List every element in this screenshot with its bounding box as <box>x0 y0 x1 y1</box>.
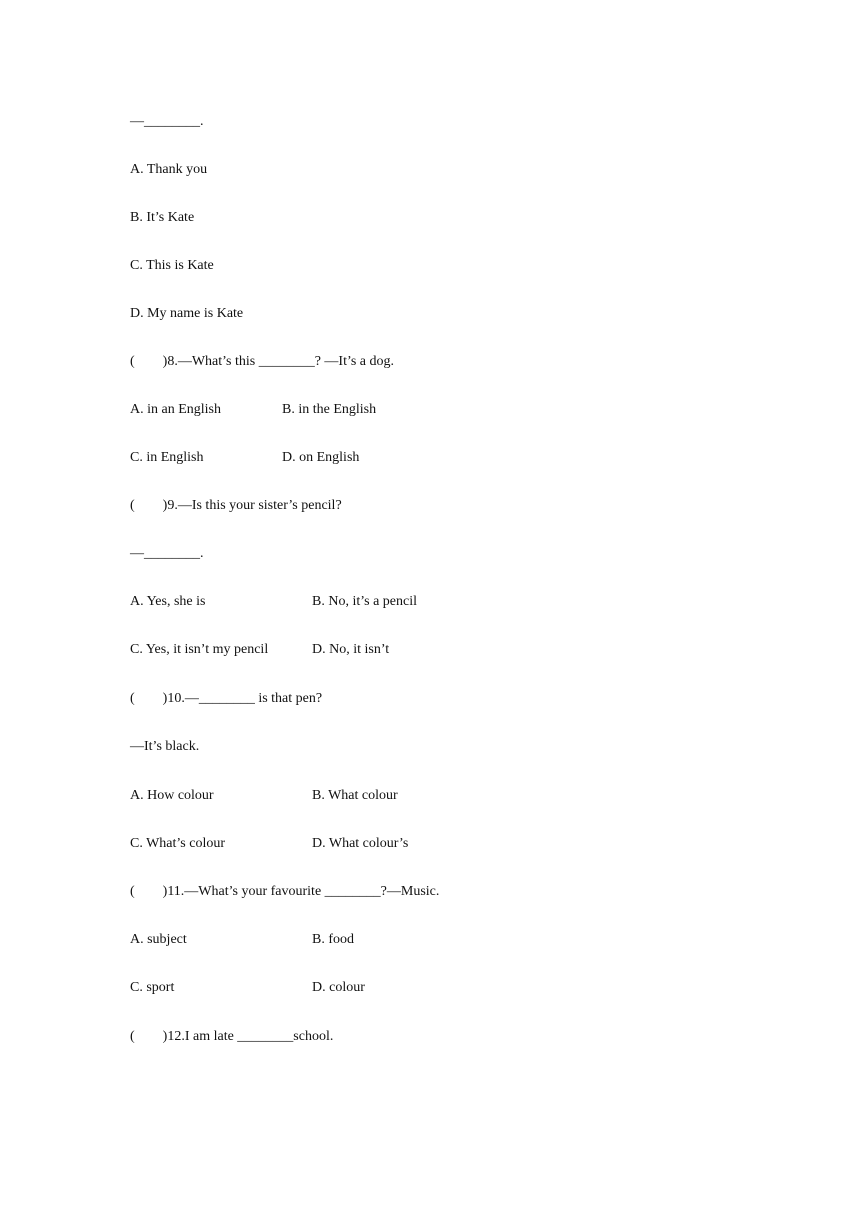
option-d: D. No, it isn’t <box>312 642 390 657</box>
question-text: ( )9.—Is this your sister’s pencil? <box>130 498 342 513</box>
option-c: C. in English <box>130 450 204 465</box>
option-b: B. What colour <box>312 788 398 803</box>
option-d: D. What colour’s <box>312 836 409 851</box>
option-a: A. subject <box>130 932 187 947</box>
line-text: —It’s black. <box>130 739 200 754</box>
question-text: ( )10.—________ is that pen? <box>130 691 323 706</box>
question-text: ( )11.—What’s your favourite ________?—Music. <box>130 884 440 899</box>
option-d: D. on English <box>282 450 360 465</box>
option-b: B. in the English <box>282 402 377 417</box>
option-a: A. How colour <box>130 788 214 803</box>
line-text: —________. <box>130 546 204 561</box>
option-d: D. My name is Kate <box>130 306 244 321</box>
line-text: —________. <box>130 114 204 129</box>
option-a: A. Thank you <box>130 162 208 177</box>
option-d: D. colour <box>312 980 365 995</box>
option-b: B. It’s Kate <box>130 210 195 225</box>
option-c: C. sport <box>130 980 175 995</box>
question-text: ( )8.—What’s this ________? —It’s a dog. <box>130 354 395 369</box>
question-text: ( )12.I am late ________school. <box>130 1029 334 1044</box>
option-c: C. Yes, it isn’t my pencil <box>130 642 269 657</box>
option-a: A. Yes, she is <box>130 594 206 609</box>
option-c: C. This is Kate <box>130 258 214 273</box>
option-a: A. in an English <box>130 402 221 417</box>
option-b: B. No, it’s a pencil <box>312 594 417 609</box>
option-b: B. food <box>312 932 354 947</box>
option-c: C. What’s colour <box>130 836 226 851</box>
